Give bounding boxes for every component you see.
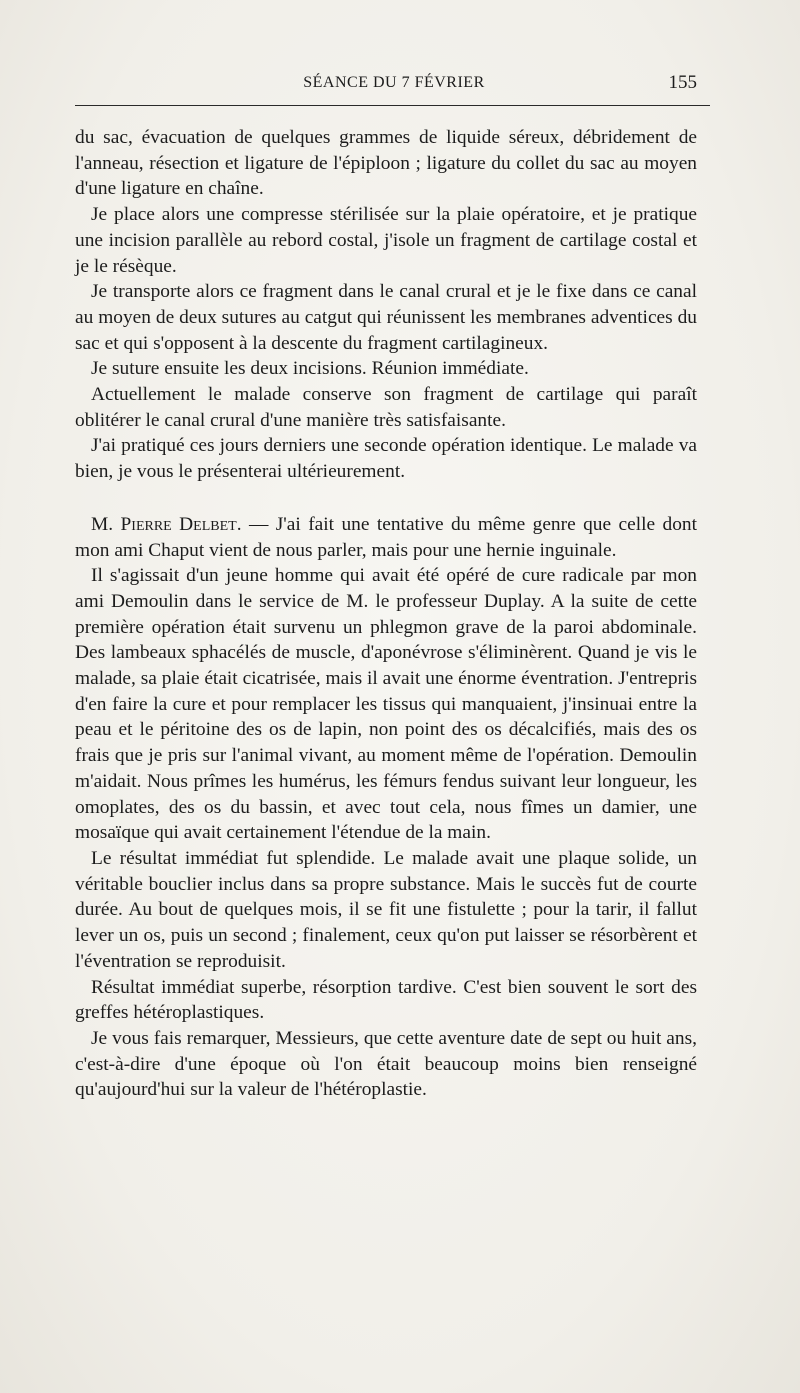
paragraph: J'ai pratiqué ces jours derniers une seconde opération identique. Le malade va bien, je vous le présenterai ultérieurement. (75, 435, 697, 483)
paragraph: Je place alors une compresse stérilisée sur la plaie opératoire, et je pratique une incision parallèle au rebord costal, j'isole un fragment de cartilage costal et je le résèque. (75, 204, 697, 277)
paragraph: Je transporte alors ce fragment dans le canal crural et je le fixe dans ce canal au moyen de deux sutures au catgut qui réunissent les membranes adventices du sac et qui s'opposent à la descente du fragment cartilagineux. (75, 281, 697, 354)
header-rule (75, 105, 710, 106)
paragraph: Le résultat immédiat fut splendide. Le malade avait une plaque solide, un véritable bouclier inclus dans sa propre substance. Mais le succès fut de courte durée. Au bout de quelques mois, il se fit une fistulette ; pour la tarir, il fallut lever un os, puis un second ; finalement, ceux qu'on put laisser se résorbèrent et l'éventration se reproduisit. (75, 847, 697, 972)
speaker-name: M. Pierre Delbet. (91, 513, 242, 535)
speaker-paragraph (75, 512, 697, 563)
paragraph: Je vous fais remarquer, Messieurs, que cette aventure date de sept ou huit ans, c'est-à-dire d'une époque où l'on était beaucoup moins bien renseigné qu'aujourd'hui sur la valeur de l'hétéroplastie. (75, 1027, 697, 1101)
body-text (75, 125, 697, 1103)
page-header (75, 74, 697, 98)
paragraph: Actuellement le malade conserve son fragment de cartilage qui paraît oblitérer le canal crural d'une manière très satisfaisante. (75, 384, 697, 431)
paragraph: Je suture ensuite les deux incisions. Réunion immédiate. (91, 358, 529, 380)
paragraph: Résultat immédiat superbe, résorption tardive. C'est bien souvent le sort des greffes hétéroplastiques. (75, 976, 697, 1024)
page-number: 155 (668, 72, 697, 93)
paragraph: Il s'agissait d'un jeune homme qui avait été opéré de cure radicale par mon ami Demoulin dans le service de M. le professeur Duplay. A la suite de cette première opération était survenu un phlegmon grave de la paroi abdominale. Des lambeaux sphacélés de muscle, d'aponévrose s'éliminèrent. Quand je vis le malade, sa plaie était cicatrisée, mais il avait une énorme éventration. J'entrepris d'en faire la cure et pour remplacer les tissus qui manquaient, j'insinuai entre la peau et le péritoine des os de lapin, non point des os décalcifiés, mais des os frais que je pris sur l'animal vivant, au moment même de l'opération. Demoulin m'aidait. Nous prîmes les humérus, les fémurs fendus suivant leur longueur, les omoplates, des os du bassin, et avec tout cela, nous fîmes un damier, une mosaïque qui avait certainement l'étendue de la main. (75, 565, 697, 844)
running-head: SÉANCE DU 7 FÉVRIER (303, 74, 485, 91)
speaker-text: — J'ai fait une tentative du même genre que celle dont mon ami Chaput vient de nous parler, mais pour une hernie inguinale. (75, 513, 697, 561)
paragraph: du sac, évacuation de quelques grammes de liquide séreux, débridement de l'anneau, résection et ligature de l'épiploon ; ligature du collet du sac au moyen d'une ligature en chaîne. (75, 127, 697, 200)
